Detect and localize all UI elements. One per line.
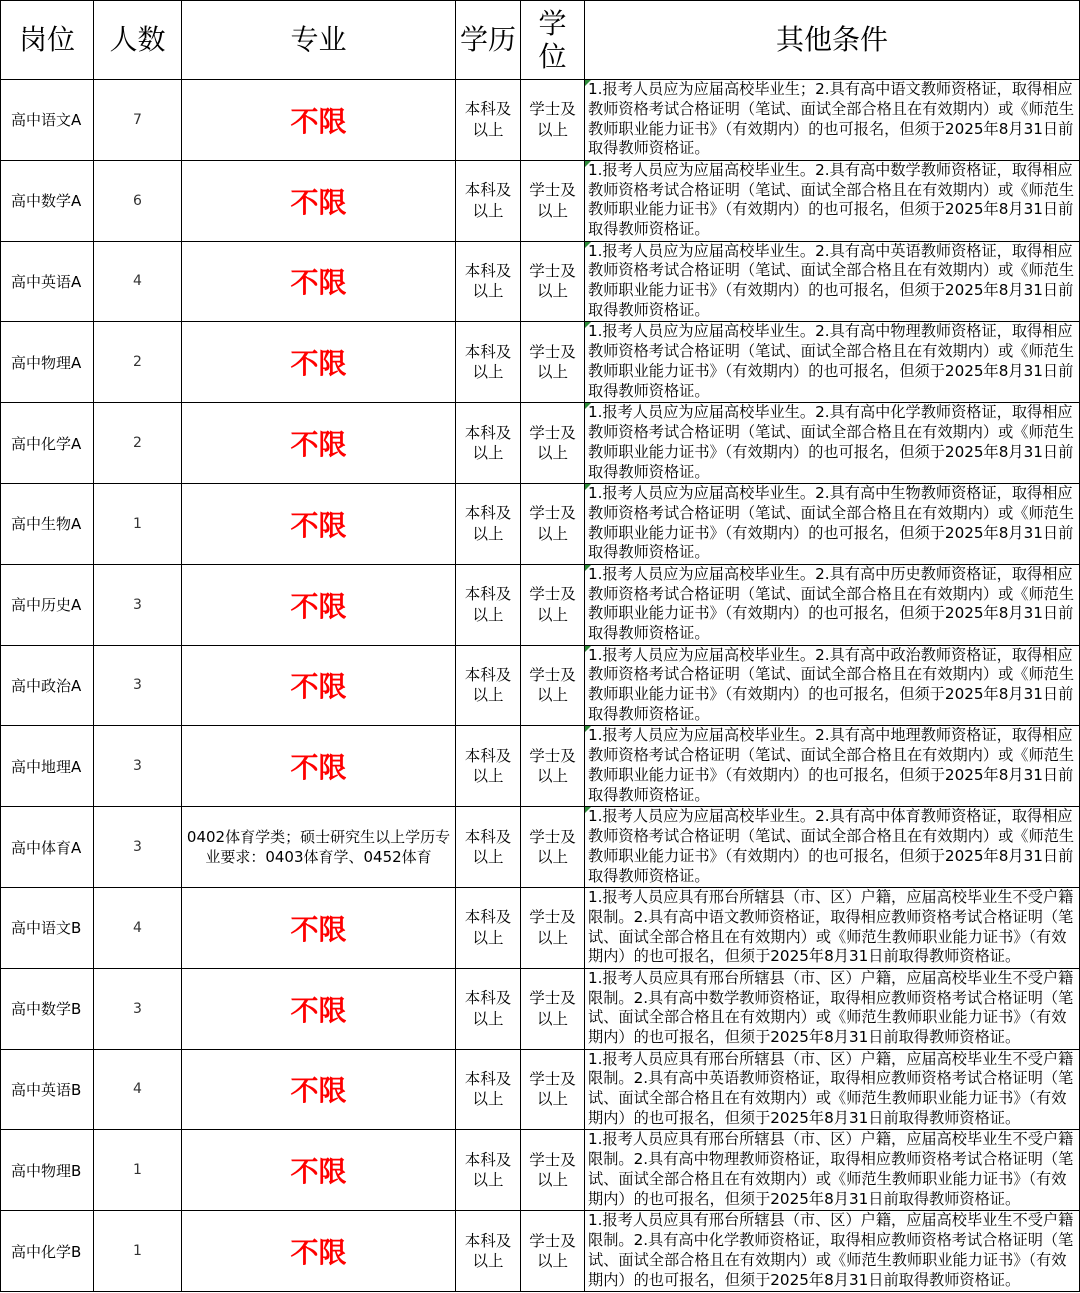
table-row [1, 1211, 1080, 1292]
other-conditions-text: 1.报考人员应为应届高校毕业生。2.具有高中政治教师资格证，取得相应教师资格考试合格证明（笔试、面试全部合格且在有效期内）或《师范生教师职业能力证书》（有效期内）的也可报名，但须于2025年8月31日前取得教师资格证。 [588, 645, 1074, 723]
major-cell [182, 242, 456, 323]
headcount-cell [94, 888, 182, 969]
other-conditions-cell [585, 80, 1080, 161]
degree-requirement: 学士及以上 [529, 423, 576, 463]
header-position [1, 1, 94, 80]
position-name: 高中体育A [11, 838, 82, 857]
table-row [1, 242, 1080, 323]
other-conditions-cell [585, 565, 1080, 646]
education-requirement: 本科及以上 [464, 585, 512, 624]
position-name: 高中物理B [11, 1161, 82, 1180]
position-cell [1, 1050, 94, 1131]
other-conditions-cell [585, 726, 1080, 807]
major-requirement: 不限 [290, 993, 347, 1027]
header-education-label: 学历 [459, 23, 516, 56]
other-conditions-text: 1.报考人员应具有邢台所辖县（市、区）户籍，应届高校毕业生不受户籍限制。2.具有高中化学教师资格证，取得相应教师资格考试合格证明（笔试、面试全部合格且在有效期内）或《师范生教师职业能力证书》（有效期内）的也可报名，但须于2025年8月31日前取得教师资格证。 [588, 1211, 1074, 1289]
headcount-cell [94, 80, 182, 161]
major-cell [182, 807, 456, 888]
other-conditions-text: 1.报考人员应为应届高校毕业生。2.具有高中生物教师资格证，取得相应教师资格考试合格证明（笔试、面试全部合格且在有效期内）或《师范生教师职业能力证书》（有效期内）的也可报名，但须于2025年8月31日前取得教师资格证。 [588, 483, 1074, 562]
other-conditions-text: 1.报考人员应为应届高校毕业生。2.具有高中体育教师资格证，取得相应教师资格考试合格证明（笔试、面试全部合格且在有效期内）或《师范生教师职业能力证书》（有效期内）的也可报名，但须于2025年8月31日前取得教师资格证。 [588, 807, 1074, 885]
headcount-value: 4 [133, 273, 142, 290]
headcount-cell [94, 969, 182, 1050]
header-count-label: 人数 [109, 23, 166, 56]
major-cell [182, 161, 456, 242]
position-name: 高中化学A [11, 434, 82, 453]
position-cell [1, 80, 94, 161]
position-cell [1, 161, 94, 242]
headcount-cell [94, 403, 182, 484]
education-requirement: 本科及以上 [464, 181, 512, 220]
position-name: 高中英语B [11, 1080, 82, 1099]
other-conditions-cell [585, 888, 1080, 969]
header-other-label: 其他条件 [775, 23, 888, 56]
major-requirement: 不限 [290, 428, 347, 462]
major-cell [182, 403, 456, 484]
position-name: 高中英语A [11, 272, 82, 291]
degree-cell [521, 484, 585, 565]
education-cell [456, 403, 521, 484]
headcount-value: 2 [133, 354, 142, 371]
position-cell [1, 888, 94, 969]
education-cell [456, 726, 521, 807]
major-requirement: 不限 [290, 185, 347, 219]
other-conditions-text: 1.报考人员应具有邢台所辖县（市、区）户籍，应届高校毕业生不受户籍限制。2.具有高中物理教师资格证，取得相应教师资格考试合格证明（笔试、面试全部合格且在有效期内）或《师范生教师职业能力证书》（有效期内）的也可报名，但须于2025年8月31日前取得教师资格证。 [588, 1130, 1074, 1208]
position-cell [1, 242, 94, 323]
degree-cell [521, 1050, 585, 1131]
education-requirement: 本科及以上 [464, 1150, 512, 1190]
education-requirement: 本科及以上 [464, 100, 512, 139]
position-cell [1, 565, 94, 646]
other-conditions-cell [585, 969, 1080, 1050]
degree-requirement: 学士及以上 [529, 1150, 576, 1190]
header-degree [521, 1, 585, 80]
table-row [1, 969, 1080, 1050]
education-requirement: 本科及以上 [464, 423, 512, 463]
education-cell [456, 1211, 521, 1292]
education-cell [456, 80, 521, 161]
headcount-value: 1 [133, 515, 142, 532]
position-name: 高中历史A [11, 596, 82, 615]
position-cell [1, 1211, 94, 1292]
degree-requirement: 学士及以上 [529, 827, 576, 867]
degree-cell [521, 1130, 585, 1211]
table-row [1, 1050, 1080, 1131]
header-major-label: 专业 [290, 23, 347, 56]
degree-cell [521, 403, 585, 484]
table-row [1, 646, 1080, 727]
degree-cell [521, 565, 585, 646]
degree-requirement: 学士及以上 [529, 908, 576, 947]
degree-requirement: 学士及以上 [529, 989, 576, 1028]
education-requirement: 本科及以上 [464, 342, 512, 382]
headcount-cell [94, 646, 182, 727]
header-degree-label: 学位 [538, 7, 567, 73]
education-cell [456, 1130, 521, 1211]
table-row [1, 403, 1080, 484]
other-conditions-cell [585, 646, 1080, 727]
education-requirement: 本科及以上 [464, 908, 512, 947]
position-name: 高中政治A [11, 676, 82, 695]
table-row [1, 726, 1080, 807]
other-conditions-cell [585, 484, 1080, 565]
other-conditions-cell [585, 161, 1080, 242]
major-cell [182, 484, 456, 565]
degree-requirement: 学士及以上 [529, 342, 576, 382]
position-cell [1, 403, 94, 484]
headcount-value: 3 [133, 1000, 142, 1017]
degree-cell [521, 161, 585, 242]
headcount-cell [94, 565, 182, 646]
degree-requirement: 学士及以上 [529, 585, 576, 624]
major-requirement: 不限 [290, 751, 347, 785]
degree-requirement: 学士及以上 [529, 261, 576, 301]
table-row [1, 1130, 1080, 1211]
education-requirement: 本科及以上 [464, 261, 512, 301]
headcount-cell [94, 807, 182, 888]
education-cell [456, 161, 521, 242]
other-conditions-text: 1.报考人员应为应届高校毕业生；2.具有高中语文教师资格证，取得相应教师资格考试合格证明（笔试、面试全部合格且在有效期内）或《师范生教师职业能力证书》（有效期内）的也可报名，但须于2025年8月31日前取得教师资格证。 [588, 80, 1074, 158]
major-requirement: 不限 [290, 912, 347, 946]
major-cell [182, 1050, 456, 1131]
degree-requirement: 学士及以上 [529, 181, 576, 220]
degree-requirement: 学士及以上 [529, 1069, 576, 1109]
headcount-cell [94, 1130, 182, 1211]
degree-cell [521, 888, 585, 969]
position-name: 高中化学B [11, 1242, 82, 1261]
table-row [1, 807, 1080, 888]
major-cell [182, 646, 456, 727]
education-requirement: 本科及以上 [464, 746, 512, 786]
other-conditions-cell [585, 1211, 1080, 1292]
other-conditions-cell [585, 403, 1080, 484]
other-conditions-text: 1.报考人员应为应届高校毕业生。2.具有高中物理教师资格证，取得相应教师资格考试合格证明（笔试、面试全部合格且在有效期内）或《师范生教师职业能力证书》（有效期内）的也可报名，但须于2025年8月31日前取得教师资格证。 [588, 322, 1074, 400]
major-requirement: 不限 [290, 508, 347, 542]
position-name: 高中物理A [11, 353, 82, 372]
headcount-value: 7 [133, 111, 142, 128]
major-requirement: 不限 [290, 347, 347, 381]
headcount-cell [94, 484, 182, 565]
other-conditions-text: 1.报考人员应具有邢台所辖县（市、区）户籍，应届高校毕业生不受户籍限制。2.具有高中数学教师资格证，取得相应教师资格考试合格证明（笔试、面试全部合格且在有效期内）或《师范生教师职业能力证书》（有效期内）的也可报名，但须于2025年8月31日前取得教师资格证。 [588, 968, 1074, 1047]
degree-cell [521, 322, 585, 403]
header-row [1, 1, 1080, 80]
degree-cell [521, 969, 585, 1050]
degree-cell [521, 807, 585, 888]
table-row [1, 484, 1080, 565]
position-name: 高中数学A [11, 192, 82, 211]
major-requirement: 不限 [290, 1074, 347, 1108]
other-conditions-cell [585, 1050, 1080, 1131]
education-cell [456, 242, 521, 323]
headcount-value: 2 [133, 435, 142, 452]
education-cell [456, 888, 521, 969]
headcount-cell [94, 322, 182, 403]
other-conditions-cell [585, 1130, 1080, 1211]
headcount-cell [94, 1211, 182, 1292]
major-cell [182, 1211, 456, 1292]
header-other [585, 1, 1080, 80]
other-conditions-text: 1.报考人员应为应届高校毕业生。2.具有高中地理教师资格证，取得相应教师资格考试合格证明（笔试、面试全部合格且在有效期内）或《师范生教师职业能力证书》（有效期内）的也可报名，但须于2025年8月31日前取得教师资格证。 [588, 726, 1074, 804]
education-cell [456, 807, 521, 888]
major-requirement: 不限 [290, 104, 347, 138]
other-conditions-cell [585, 242, 1080, 323]
major-requirement: 不限 [290, 670, 347, 704]
education-cell [456, 646, 521, 727]
headcount-value: 1 [133, 1162, 142, 1179]
education-requirement: 本科及以上 [464, 1069, 512, 1109]
major-requirement: 不限 [290, 1155, 347, 1189]
major-cell [182, 80, 456, 161]
major-cell [182, 565, 456, 646]
headcount-value: 3 [133, 677, 142, 694]
headcount-cell [94, 242, 182, 323]
degree-cell [521, 726, 585, 807]
major-requirement: 不限 [290, 266, 347, 300]
position-name: 高中生物A [11, 515, 82, 534]
headcount-value: 4 [133, 919, 142, 936]
major-cell [182, 888, 456, 969]
position-cell [1, 646, 94, 727]
major-requirement: 0402体育学类；硕士研究生以上学历专业要求：0403体育学、0452体育 [186, 828, 451, 867]
degree-requirement: 学士及以上 [529, 665, 576, 705]
position-cell [1, 1130, 94, 1211]
education-cell [456, 1050, 521, 1131]
other-conditions-text: 1.报考人员应具有邢台所辖县（市、区）户籍，应届高校毕业生不受户籍限制。2.具有高中英语教师资格证，取得相应教师资格考试合格证明（笔试、面试全部合格且在有效期内）或《师范生教师职业能力证书》（有效期内）的也可报名，但须于2025年8月31日前取得教师资格证。 [588, 1049, 1074, 1127]
education-requirement: 本科及以上 [464, 1231, 512, 1271]
headcount-cell [94, 726, 182, 807]
position-cell [1, 484, 94, 565]
table-row [1, 161, 1080, 242]
headcount-value: 6 [133, 192, 142, 209]
headcount-value: 3 [133, 839, 142, 856]
education-cell [456, 565, 521, 646]
education-requirement: 本科及以上 [464, 665, 512, 705]
degree-cell [521, 80, 585, 161]
other-conditions-text: 1.报考人员应为应届高校毕业生。2.具有高中数学教师资格证，取得相应教师资格考试合格证明（笔试、面试全部合格且在有效期内）或《师范生教师职业能力证书》（有效期内）的也可报名，但须于2025年8月31日前取得教师资格证。 [588, 160, 1074, 239]
degree-requirement: 学士及以上 [529, 1231, 576, 1271]
major-requirement: 不限 [290, 589, 347, 623]
header-count [94, 1, 182, 80]
header-major [182, 1, 456, 80]
header-education [456, 1, 521, 80]
degree-requirement: 学士及以上 [529, 504, 576, 543]
major-cell [182, 1130, 456, 1211]
headcount-value: 1 [133, 1243, 142, 1260]
table-row [1, 565, 1080, 646]
major-requirement: 不限 [290, 1236, 347, 1270]
other-conditions-text: 1.报考人员应为应届高校毕业生。2.具有高中英语教师资格证，取得相应教师资格考试合格证明（笔试、面试全部合格且在有效期内）或《师范生教师职业能力证书》（有效期内）的也可报名，但须于2025年8月31日前取得教师资格证。 [588, 241, 1074, 319]
degree-cell [521, 242, 585, 323]
position-cell [1, 322, 94, 403]
major-cell [182, 322, 456, 403]
degree-cell [521, 646, 585, 727]
position-name: 高中语文A [11, 111, 82, 130]
position-cell [1, 969, 94, 1050]
position-name: 高中语文B [11, 919, 82, 938]
headcount-cell [94, 161, 182, 242]
other-conditions-text: 1.报考人员应为应届高校毕业生。2.具有高中历史教师资格证，取得相应教师资格考试合格证明（笔试、面试全部合格且在有效期内）或《师范生教师职业能力证书》（有效期内）的也可报名，但须于2025年8月31日前取得教师资格证。 [588, 564, 1074, 643]
table-row [1, 888, 1080, 969]
position-name: 高中数学B [11, 1000, 82, 1019]
degree-requirement: 学士及以上 [529, 100, 576, 139]
education-requirement: 本科及以上 [464, 827, 512, 867]
degree-cell [521, 1211, 585, 1292]
other-conditions-text: 1.报考人员应为应届高校毕业生。2.具有高中化学教师资格证，取得相应教师资格考试合格证明（笔试、面试全部合格且在有效期内）或《师范生教师职业能力证书》（有效期内）的也可报名，但须于2025年8月31日前取得教师资格证。 [588, 403, 1074, 481]
other-conditions-text: 1.报考人员应具有邢台所辖县（市、区）户籍，应届高校毕业生不受户籍限制。2.具有高中语文教师资格证，取得相应教师资格考试合格证明（笔试、面试全部合格且在有效期内）或《师范生教师职业能力证书》（有效期内）的也可报名，但须于2025年8月31日前取得教师资格证。 [588, 887, 1074, 966]
education-requirement: 本科及以上 [464, 504, 512, 543]
headcount-value: 4 [133, 1081, 142, 1098]
position-cell [1, 807, 94, 888]
other-conditions-cell [585, 807, 1080, 888]
position-cell [1, 726, 94, 807]
major-cell [182, 726, 456, 807]
headcount-value: 3 [133, 596, 142, 613]
headcount-value: 3 [133, 758, 142, 775]
position-name: 高中地理A [11, 757, 82, 776]
table-row [1, 80, 1080, 161]
headcount-cell [94, 1050, 182, 1131]
education-cell [456, 484, 521, 565]
degree-requirement: 学士及以上 [529, 746, 576, 786]
table-row [1, 322, 1080, 403]
other-conditions-cell [585, 322, 1080, 403]
education-cell [456, 322, 521, 403]
education-cell [456, 969, 521, 1050]
header-position-label: 岗位 [18, 23, 75, 56]
education-requirement: 本科及以上 [464, 989, 512, 1028]
major-cell [182, 969, 456, 1050]
